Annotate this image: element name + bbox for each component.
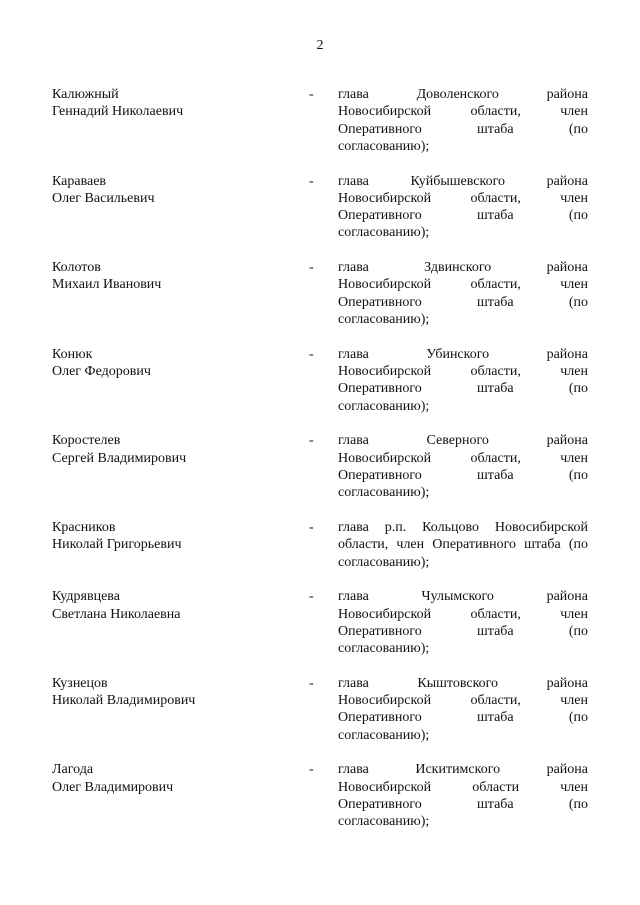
duty-word: (по xyxy=(568,467,588,483)
duty-word: области, xyxy=(470,693,521,709)
duty-word: района xyxy=(546,260,588,276)
duty-word: согласованию); xyxy=(338,225,430,241)
member-duty xyxy=(338,432,588,501)
duty-word: Новосибирской xyxy=(338,364,432,380)
member-entry xyxy=(0,761,640,848)
separator-dash: - xyxy=(309,260,314,276)
duty-word: член xyxy=(560,190,588,206)
duty-word: Искитимского xyxy=(415,762,501,778)
duty-line xyxy=(338,103,588,120)
duty-word: глава xyxy=(338,589,369,605)
member-surname: Коростелев xyxy=(52,433,121,449)
duty-word: Оперативного xyxy=(338,710,422,726)
duty-word: (по xyxy=(568,710,588,726)
member-duty xyxy=(338,519,588,571)
duty-line xyxy=(338,606,588,623)
duty-word: штаба xyxy=(477,294,514,310)
member-given-names: Геннадий Николаевич xyxy=(52,104,184,120)
duty-word: Новосибирской xyxy=(338,104,432,120)
duty-word: согласованию); xyxy=(338,485,430,501)
member-entry xyxy=(0,432,640,519)
separator-dash: - xyxy=(309,675,314,691)
duty-word: (по xyxy=(568,121,588,137)
member-surname: Кудрявцева xyxy=(52,589,120,605)
duty-line xyxy=(338,259,588,276)
member-duty xyxy=(338,173,588,242)
duty-word: Кыштовского xyxy=(417,675,499,691)
duty-word: штаба xyxy=(477,381,514,397)
member-entry xyxy=(0,173,640,260)
duty-word: Доволенского xyxy=(416,87,499,102)
duty-line xyxy=(338,692,588,709)
duty-word: Убинского xyxy=(426,346,490,362)
duty-word: Здвинского xyxy=(424,260,492,276)
member-given-names: Олег Васильевич xyxy=(52,190,155,206)
duty-line xyxy=(338,761,588,778)
member-name xyxy=(52,675,292,710)
separator-dash: - xyxy=(309,589,314,605)
duty-word: Куйбышевского xyxy=(410,173,505,189)
duty-line xyxy=(338,796,588,813)
member-name xyxy=(52,86,292,121)
duty-word: Новосибирской xyxy=(338,450,432,466)
duty-word: глава xyxy=(338,173,369,189)
separator-dash: - xyxy=(309,87,314,102)
duty-word: штаба xyxy=(477,623,514,639)
duty-word: согласованию); xyxy=(338,814,430,830)
duty-line xyxy=(338,675,588,692)
duty-word: член xyxy=(560,450,588,466)
duty-word: (по xyxy=(568,537,588,553)
duty-word: согласованию); xyxy=(338,554,430,570)
duty-line xyxy=(338,190,588,207)
member-given-names: Олег Федорович xyxy=(52,364,151,380)
duty-line xyxy=(338,467,588,484)
duty-word: глава xyxy=(338,519,369,535)
duty-word: штаба xyxy=(477,710,514,726)
duty-word: глава xyxy=(338,346,369,362)
duty-line xyxy=(338,554,588,571)
duty-word: (по xyxy=(568,797,588,813)
duty-line xyxy=(338,207,588,224)
duty-word: района xyxy=(546,346,588,362)
duty-word: Оперативного xyxy=(338,294,422,310)
member-duty xyxy=(338,675,588,744)
duty-word: (по xyxy=(568,381,588,397)
member-entry xyxy=(0,675,640,762)
duty-word: области, xyxy=(470,277,521,293)
duty-word: области, xyxy=(470,606,521,622)
duty-line xyxy=(338,398,588,415)
member-list xyxy=(0,86,640,848)
duty-word: глава xyxy=(338,675,369,691)
duty-word: Оперативного xyxy=(338,381,422,397)
duty-word: области, xyxy=(338,537,389,553)
duty-word: штаба xyxy=(477,208,514,224)
duty-word: области, xyxy=(470,104,521,120)
member-given-names: Олег Владимирович xyxy=(52,779,174,795)
duty-word: согласованию); xyxy=(338,398,430,414)
duty-word: Северного xyxy=(426,433,489,449)
member-entry xyxy=(0,519,640,588)
member-name xyxy=(52,761,292,796)
duty-word: района xyxy=(546,589,588,605)
duty-word: Новосибирской xyxy=(338,277,432,293)
member-name xyxy=(52,432,292,467)
member-entry xyxy=(0,588,640,675)
duty-word: Оперативного xyxy=(338,797,422,813)
member-duty xyxy=(338,259,588,328)
duty-word: Новосибирской xyxy=(338,606,432,622)
separator-dash: - xyxy=(309,762,314,778)
member-given-names: Михаил Иванович xyxy=(52,277,162,293)
member-given-names: Сергей Владимирович xyxy=(52,450,187,466)
member-surname: Лагода xyxy=(52,762,94,778)
duty-word: области, xyxy=(470,364,521,380)
duty-line xyxy=(338,346,588,363)
duty-word: Кольцово xyxy=(422,519,479,535)
duty-word: Оперативного xyxy=(338,121,422,137)
duty-line xyxy=(338,432,588,449)
duty-word: (по xyxy=(568,294,588,310)
duty-line xyxy=(338,727,588,744)
member-name xyxy=(52,259,292,294)
duty-word: глава xyxy=(338,433,369,449)
duty-line xyxy=(338,779,588,796)
member-duty xyxy=(338,588,588,657)
page-number: 2 xyxy=(316,38,324,53)
duty-line xyxy=(338,450,588,467)
duty-word: Оперативного xyxy=(338,208,422,224)
duty-line xyxy=(338,363,588,380)
duty-word: района xyxy=(546,762,588,778)
duty-word: глава xyxy=(338,87,369,102)
duty-word: член xyxy=(560,277,588,293)
duty-line xyxy=(338,138,588,155)
duty-word: согласованию); xyxy=(338,138,430,154)
member-surname: Караваев xyxy=(52,173,107,189)
duty-word: района xyxy=(546,173,588,189)
duty-line xyxy=(338,276,588,293)
duty-line xyxy=(338,311,588,328)
separator-dash: - xyxy=(309,173,314,189)
duty-word: Новосибирской xyxy=(338,693,432,709)
duty-word: района xyxy=(546,433,588,449)
duty-line xyxy=(338,519,588,536)
duty-word: член xyxy=(560,104,588,120)
separator-dash: - xyxy=(309,433,314,449)
member-surname: Красников xyxy=(52,519,116,535)
duty-word: согласованию); xyxy=(338,641,430,657)
member-surname: Кузнецов xyxy=(52,675,108,691)
duty-word: согласованию); xyxy=(338,312,430,328)
duty-word: член xyxy=(560,693,588,709)
member-duty xyxy=(338,761,588,830)
duty-line xyxy=(338,813,588,830)
duty-word: член xyxy=(560,364,588,380)
duty-word: района xyxy=(546,87,588,102)
duty-line xyxy=(338,380,588,397)
duty-word: Оперативного xyxy=(338,467,422,483)
duty-word: района xyxy=(546,675,588,691)
duty-line xyxy=(338,294,588,311)
member-given-names: Николай Владимирович xyxy=(52,693,196,709)
duty-word: области, xyxy=(470,450,521,466)
duty-word: член xyxy=(560,779,588,795)
duty-line xyxy=(338,640,588,657)
duty-word: Новосибирской xyxy=(494,519,588,535)
duty-line xyxy=(338,588,588,605)
member-name xyxy=(52,346,292,381)
separator-dash: - xyxy=(309,346,314,362)
duty-line xyxy=(338,709,588,726)
duty-line xyxy=(338,86,588,103)
duty-word: Новосибирской xyxy=(338,190,432,206)
duty-word: области xyxy=(472,779,520,795)
duty-word: штаба xyxy=(477,797,514,813)
duty-word: штаба xyxy=(477,467,514,483)
duty-word: Новосибирской xyxy=(338,779,432,795)
member-surname: Калюжный xyxy=(52,87,119,102)
duty-word: штаба xyxy=(477,121,514,137)
duty-word: (по xyxy=(568,208,588,224)
member-duty xyxy=(338,86,588,155)
duty-line xyxy=(338,121,588,138)
duty-line xyxy=(338,623,588,640)
member-given-names: Николай Григорьевич xyxy=(52,537,182,553)
member-entry xyxy=(0,86,640,173)
member-surname: Конюк xyxy=(52,346,93,362)
duty-word: р.п. xyxy=(384,519,407,535)
duty-word: области, xyxy=(470,190,521,206)
duty-word: Оперативного xyxy=(432,537,517,553)
duty-line xyxy=(338,484,588,501)
duty-word: Чулымского xyxy=(421,589,494,605)
member-name xyxy=(52,588,292,623)
duty-word: член xyxy=(396,537,425,553)
separator-dash: - xyxy=(309,519,314,535)
duty-word: глава xyxy=(338,260,369,276)
member-name xyxy=(52,519,292,554)
duty-line xyxy=(338,224,588,241)
member-given-names: Светлана Николаевна xyxy=(52,606,181,622)
duty-line xyxy=(338,173,588,190)
member-name xyxy=(52,173,292,208)
duty-word: штаба xyxy=(524,537,561,553)
duty-word: член xyxy=(560,606,588,622)
member-surname: Колотов xyxy=(52,260,101,276)
duty-word: Оперативного xyxy=(338,623,422,639)
duty-line xyxy=(338,536,588,553)
duty-word: (по xyxy=(568,623,588,639)
member-entry xyxy=(0,259,640,346)
member-duty xyxy=(338,346,588,415)
member-entry xyxy=(0,346,640,433)
duty-word: глава xyxy=(338,762,369,778)
duty-word: согласованию); xyxy=(338,727,430,743)
